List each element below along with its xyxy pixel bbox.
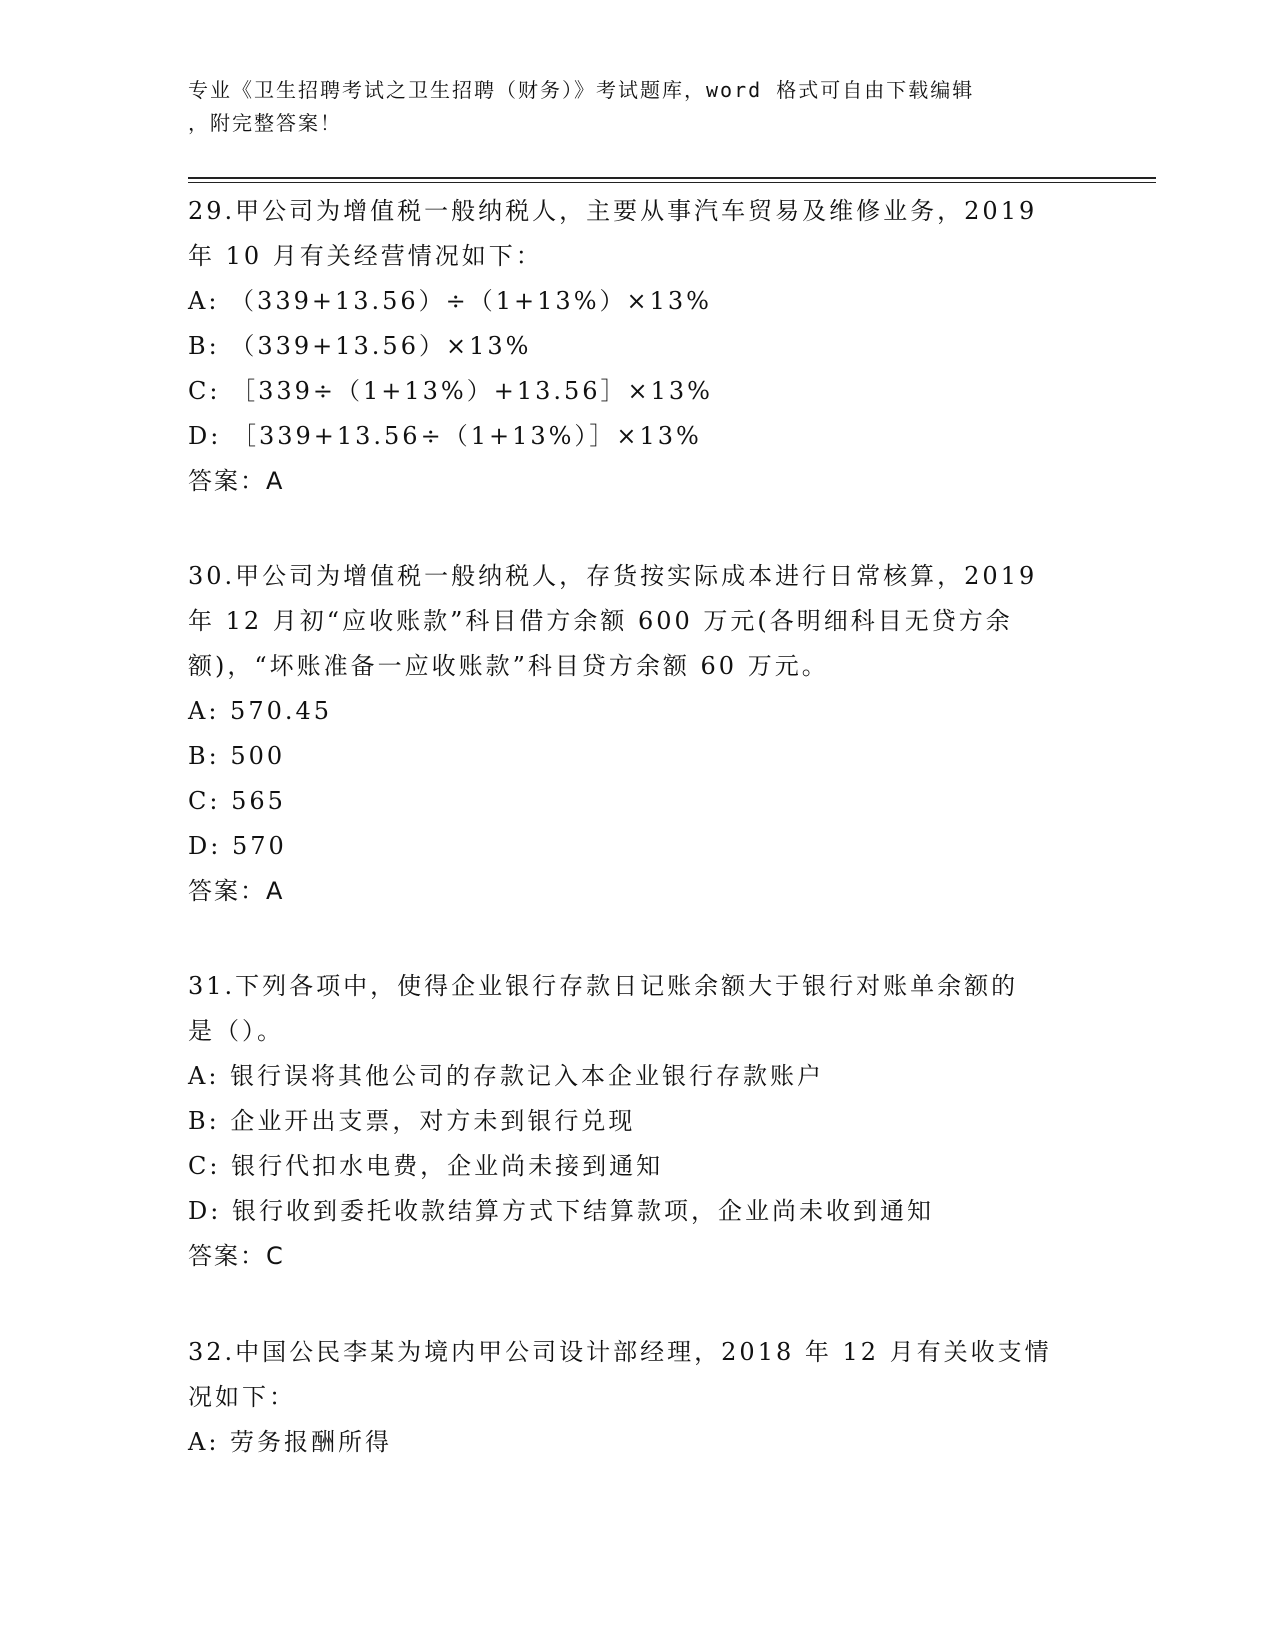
answer-label: 答案：C — [188, 1242, 285, 1270]
header-divider-thin — [188, 182, 1156, 183]
header-line-1: 专业《卫生招聘考试之卫生招聘（财务）》考试题库，word 格式可自由下载编辑 — [188, 78, 975, 102]
option-d: D: ［339+13.56÷（1+13%）］×13% — [188, 422, 702, 450]
question-stem-line: 况如下： — [188, 1383, 296, 1411]
question-32 — [188, 1330, 1088, 1465]
question-stem-line: 额)，“坏账准备一应收账款”科目贷方余额 60 万元。 — [188, 652, 829, 680]
option-a: A: 银行误将其他公司的存款记入本企业银行存款账户 — [188, 1062, 825, 1090]
option-b: B: 500 — [188, 742, 286, 770]
option-b: B: 企业开出支票，对方未到银行兑现 — [188, 1107, 636, 1135]
option-b: B: （339+13.56）×13% — [188, 332, 532, 360]
option-c: C: 银行代扣水电费，企业尚未接到通知 — [188, 1152, 664, 1180]
question-stem-line: 29.甲公司为增值税一般纳税人，主要从事汽车贸易及维修业务，2019 — [188, 197, 1038, 225]
question-stem-line: 年 10 月有关经营情况如下： — [188, 242, 543, 270]
question-stem-line: 是（）。 — [188, 1017, 284, 1045]
answer-label: 答案：A — [188, 877, 285, 905]
question-stem-line: 30.甲公司为增值税一般纳税人，存货按实际成本进行日常核算，2019 — [188, 562, 1038, 590]
option-d: D: 银行收到委托收款结算方式下结算款项，企业尚未收到通知 — [188, 1197, 934, 1225]
question-stem-line: 31.下列各项中，使得企业银行存款日记账余额大于银行对账单余额的 — [188, 972, 1019, 1000]
question-31 — [188, 964, 1088, 1279]
option-a: A: 570.45 — [188, 697, 333, 725]
header-divider-thick — [188, 177, 1156, 179]
option-c: C: ［339÷（1+13%）+13.56］×13% — [188, 377, 713, 405]
document-header — [188, 74, 1068, 140]
header-line-2: ，附完整答案！ — [188, 111, 342, 135]
option-a: A: （339+13.56）÷（1+13%）×13% — [188, 287, 712, 315]
question-stem-line: 年 12 月初“应收账款”科目借方余额 600 万元(各明细科目无贷方余 — [188, 607, 1013, 635]
option-a: A: 劳务报酬所得 — [188, 1428, 393, 1456]
answer-label: 答案：A — [188, 467, 285, 495]
question-stem-line: 32.中国公民李某为境内甲公司设计部经理，2018 年 12 月有关收支情 — [188, 1338, 1052, 1366]
question-29 — [188, 189, 1088, 504]
question-30 — [188, 554, 1088, 914]
option-d: D: 570 — [188, 832, 287, 860]
option-c: C: 565 — [188, 787, 286, 815]
